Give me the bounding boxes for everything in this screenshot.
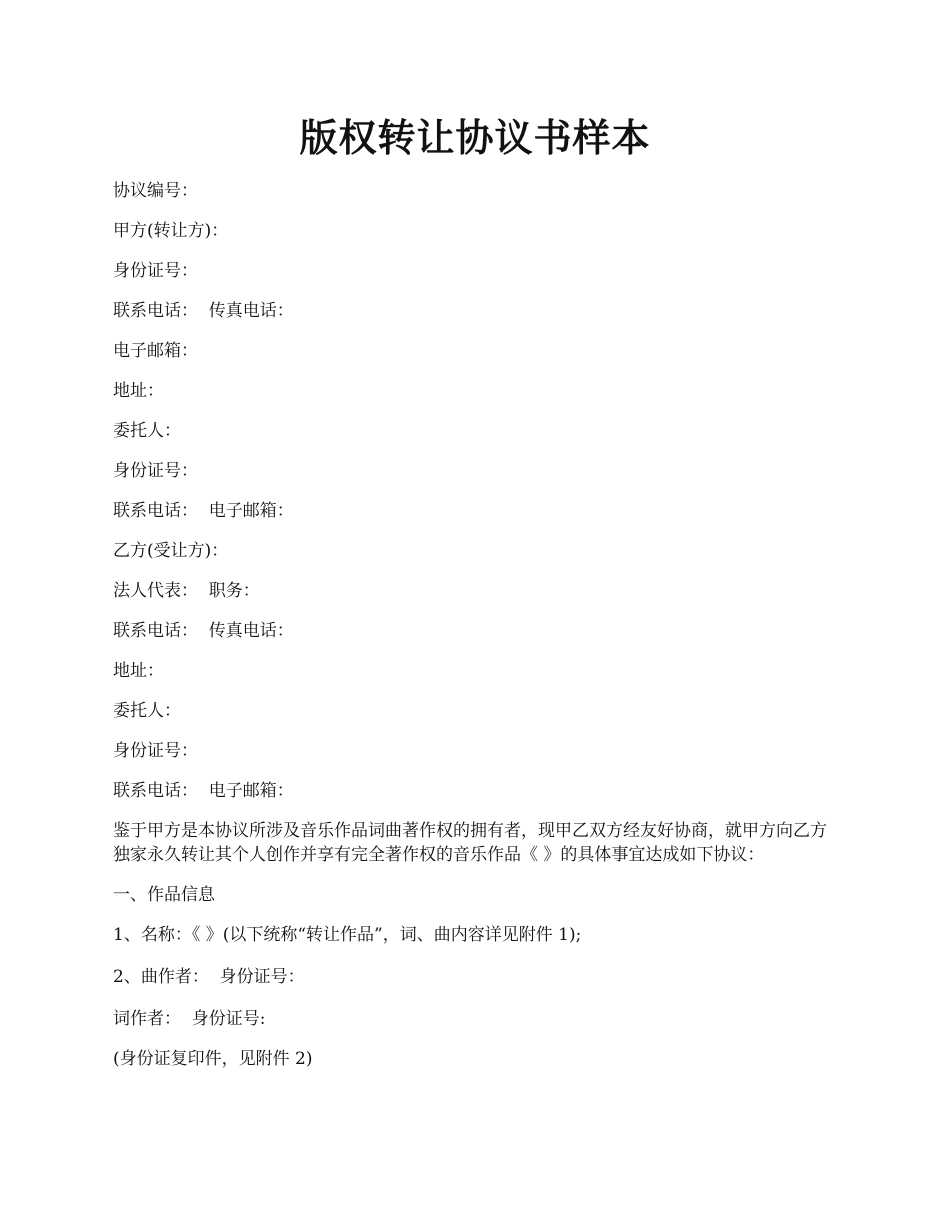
composer-item: 2、曲作者： 身份证号： xyxy=(113,967,305,987)
field-party-a-phone-fax: 联系电话： 传真电话： xyxy=(113,301,294,321)
id-copy-note: (身份证复印件，见附件 2) xyxy=(113,1049,313,1069)
preamble-paragraph: 鉴于甲方是本协议所涉及音乐作品词曲著作权的拥有者，现甲乙双方经友好协商，就甲方向乙方独家永久转让其个人创作并享有完全著作权的音乐作品《 》的具体事宜达成如下协议： xyxy=(113,821,827,865)
field-party-b-phone-fax: 联系电话： 传真电话： xyxy=(113,621,294,641)
field-party-a-email: 电子邮箱： xyxy=(113,341,198,361)
field-party-a-agent: 委托人： xyxy=(113,421,181,441)
section-heading: 一、作品信息 xyxy=(113,885,215,905)
field-party-b-agent-id: 身份证号： xyxy=(113,741,198,761)
field-party-a-id: 身份证号： xyxy=(113,261,198,281)
document-title: 版权转让协议书样本 xyxy=(299,115,651,160)
lyricist-item: 词作者： 身份证号: xyxy=(113,1009,266,1029)
document-body xyxy=(113,179,843,1087)
field-party-b: 乙方(受让方)： xyxy=(113,541,229,561)
field-party-b-address: 地址： xyxy=(113,661,164,681)
work-name-item: 1、名称：《 》(以下统称“转让作品”，词、曲内容详见附件 1); xyxy=(113,925,582,945)
field-party-b-agent: 委托人： xyxy=(113,701,181,721)
field-party-a: 甲方(转让方)： xyxy=(113,221,229,241)
field-party-b-representative: 法人代表： 职务： xyxy=(113,581,260,601)
field-agreement-number: 协议编号： xyxy=(113,181,198,201)
field-party-a-agent-phone-email: 联系电话： 电子邮箱： xyxy=(113,501,294,521)
field-party-b-agent-phone-email: 联系电话： 电子邮箱： xyxy=(113,781,294,801)
field-party-a-address: 地址： xyxy=(113,381,164,401)
field-party-a-agent-id: 身份证号： xyxy=(113,461,198,481)
